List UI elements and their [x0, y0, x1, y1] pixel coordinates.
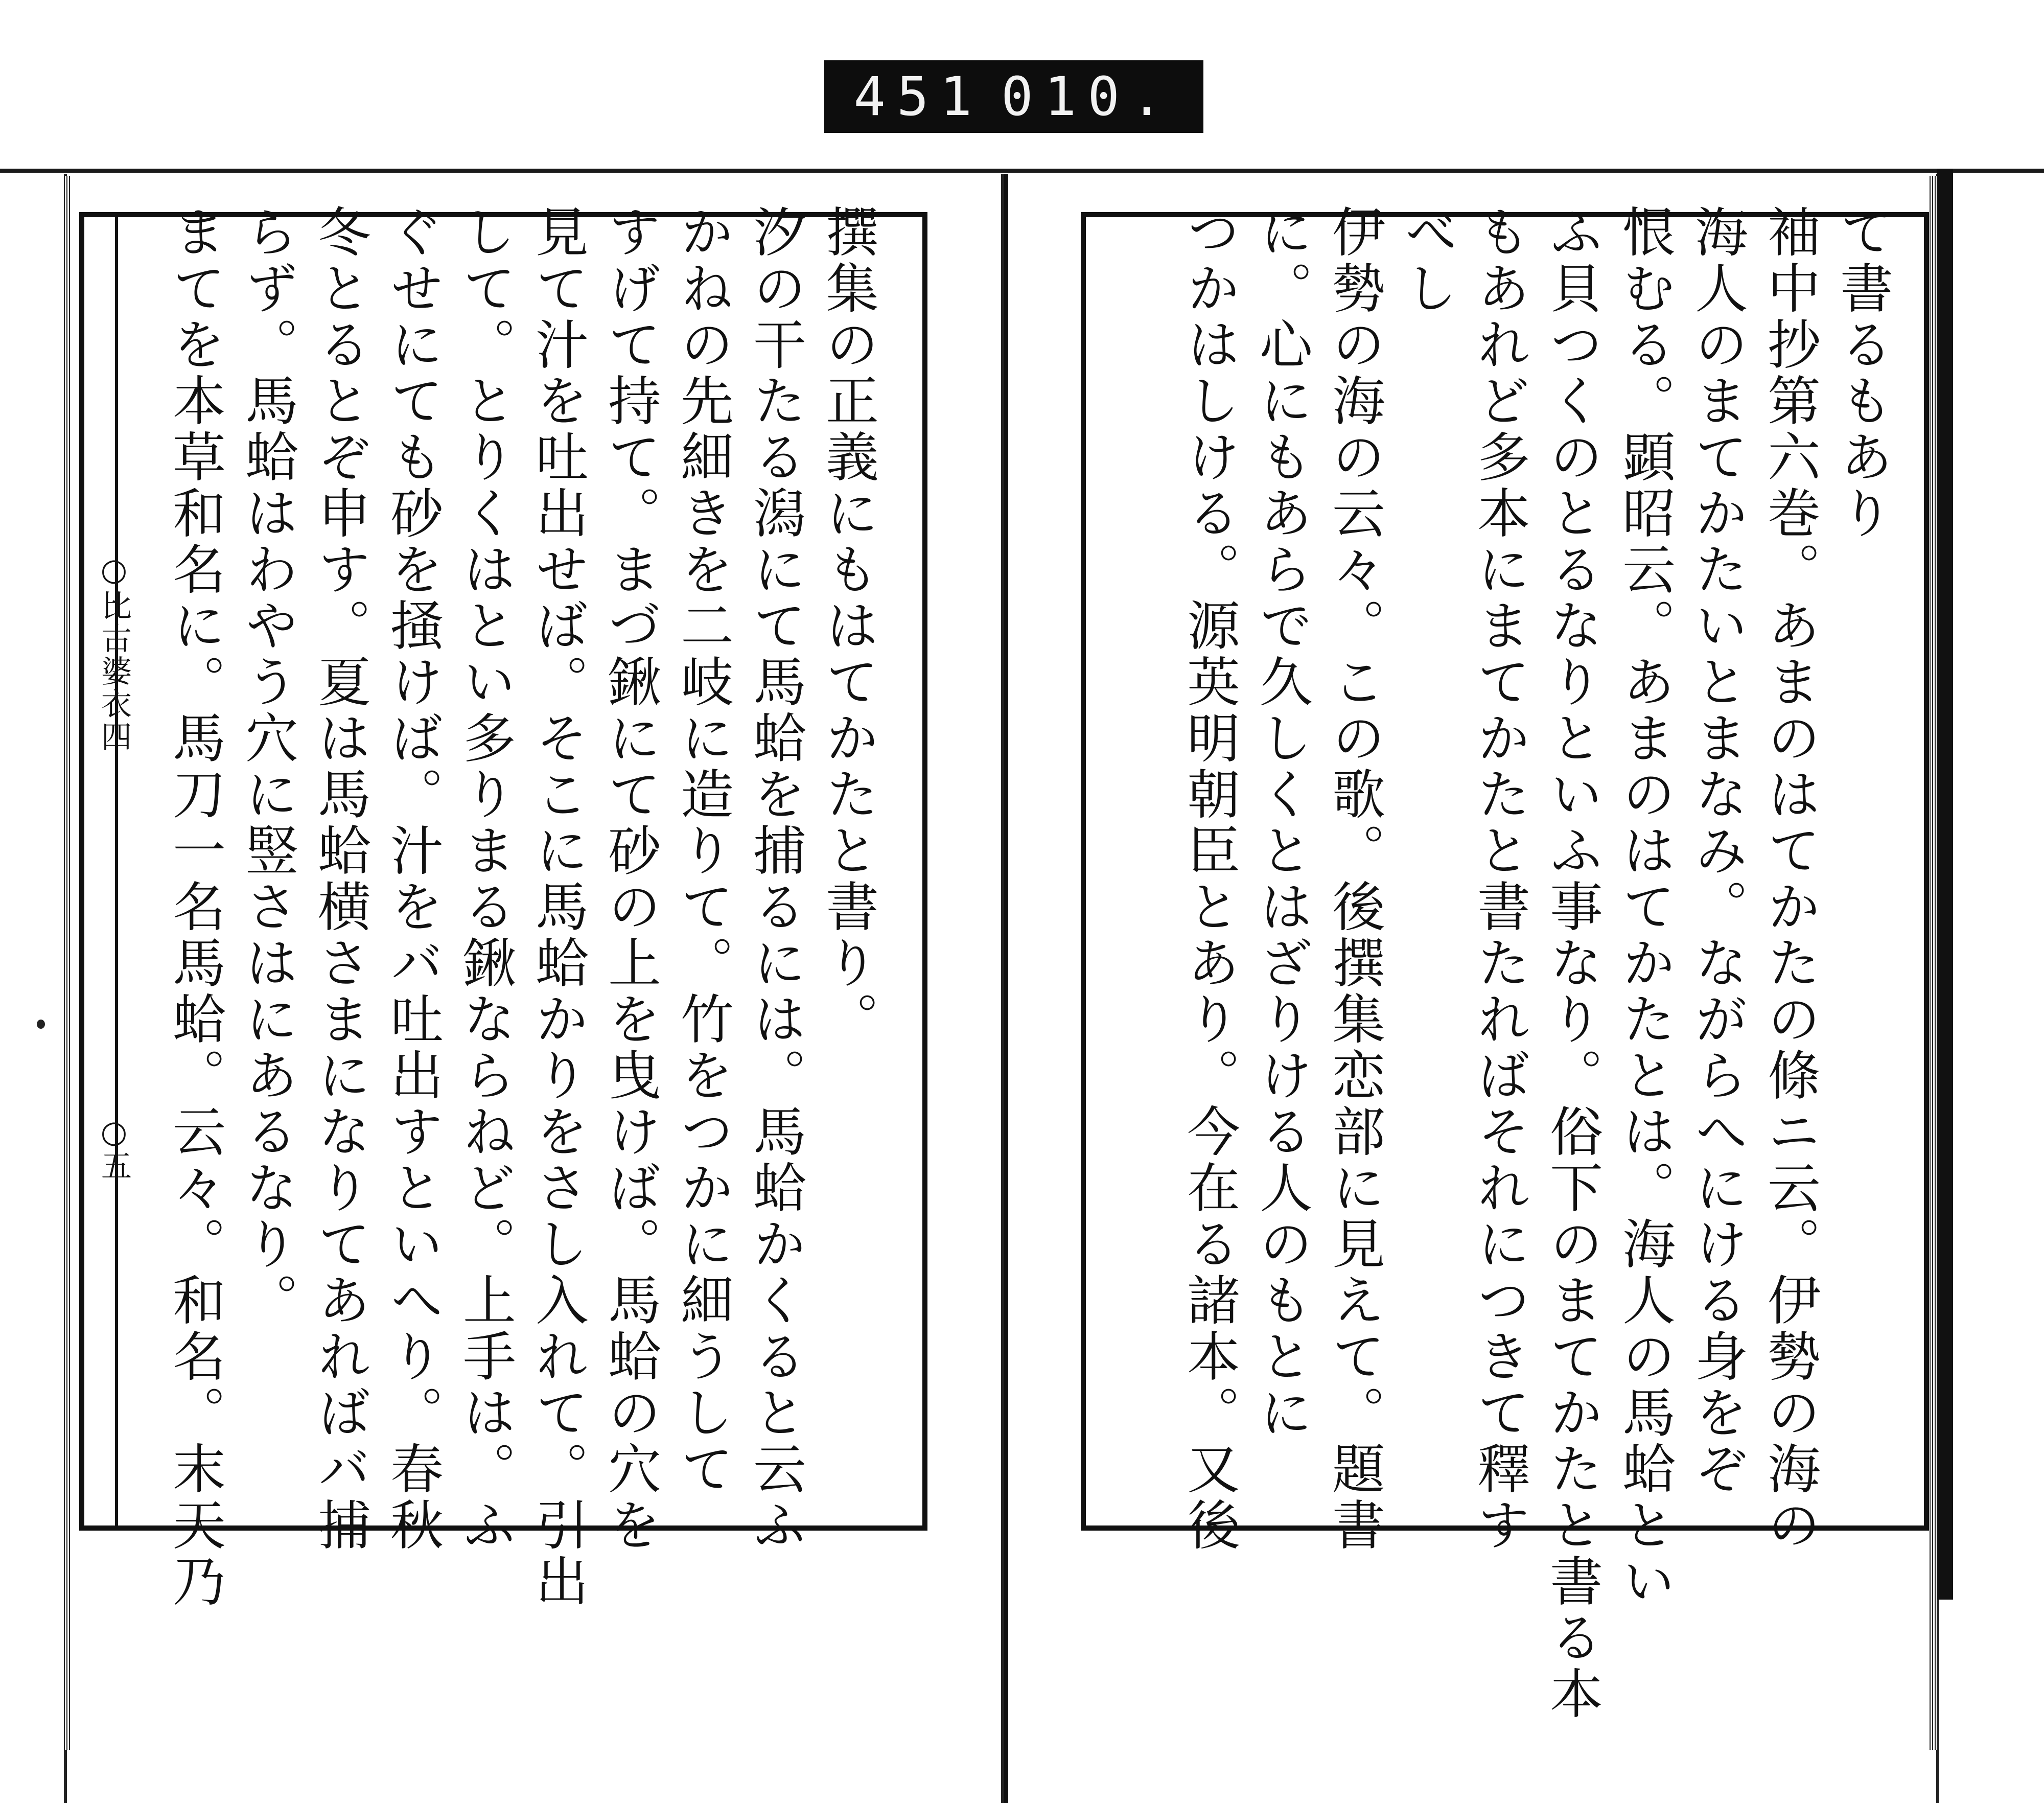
text-column: ふ貝つくのとるなりといふ事なり。俗下のまてかたと書る本 — [1541, 204, 1603, 1722]
text-column: 冬とるとぞ申す。夏は馬蛤横さまになりてあればバ捕 — [309, 204, 371, 1554]
text-column: に。心にもあらで久しくとはざりける人のもとに — [1250, 204, 1313, 1441]
text-column: 撰集の正義にもはてかたと書り。 — [817, 204, 879, 1048]
text-column: つかはしける。源英明朝臣とあり。今在る諸本。又後 — [1178, 204, 1240, 1554]
book-top-edge — [0, 169, 2044, 173]
right-page-text — [1099, 204, 1898, 1722]
text-column: らず。馬蛤はわやう穴に竪さはにあるなり。 — [236, 204, 298, 1329]
text-column: 袖中抄第六巻。あまのはてかたの條ニ云。伊勢の海の — [1758, 204, 1821, 1554]
text-column: もあれど多本にまてかたと書たればそれにつきて釋す — [1468, 204, 1530, 1554]
film-number-right: 010. — [1001, 65, 1174, 128]
right-page-edge — [1930, 176, 1937, 1750]
running-title: ○比古婆衣四 — [96, 552, 132, 753]
text-column: 汐の干たる潟にて馬蛤を捕るには。馬蛤かくると云ふ — [744, 204, 806, 1554]
text-column: ぐせにても砂を掻けば。汁をバ吐出すといへり。春秋 — [381, 204, 444, 1554]
film-number-left: 451 — [853, 65, 984, 128]
text-column: まてを本草和名に。馬刀一名馬蛤。云々。和名。末天乃 — [164, 204, 226, 1610]
ink-speck — [37, 1020, 45, 1029]
text-column: 恨むる。顕昭云。あまのはてかたとは。海人の馬蛤とい — [1613, 204, 1676, 1610]
text-column: 見て汁を吐出せば。そこに馬蛤かりをさし入れて。引出 — [526, 204, 589, 1610]
right-cover-edge — [1937, 169, 1953, 1600]
film-reel-label — [824, 60, 1203, 133]
text-column: 海人のまてかたいとまなみ。ながらへにける身をぞ — [1686, 204, 1748, 1497]
text-column: て書るもあり — [1831, 204, 1893, 542]
text-column: すげて持て。まづ鍬にて砂の上を曳けば。馬蛤の穴を — [599, 204, 661, 1554]
text-column: かねの先細きを二岐に造りて。竹をつかに細うして — [671, 204, 734, 1497]
left-page-edge — [64, 176, 71, 1750]
left-page-text — [164, 204, 884, 1610]
text-column: 伊勢の海の云々。この歌。後撰集恋部に見えて。題書 — [1323, 204, 1385, 1554]
text-column: べし — [1396, 204, 1458, 317]
text-column: して。とりくはとい多りまる鍬ならねど。上手は。ふ — [454, 204, 516, 1554]
page-number: ○五 — [96, 1114, 132, 1181]
left-frame-inner-rule — [115, 217, 118, 1525]
